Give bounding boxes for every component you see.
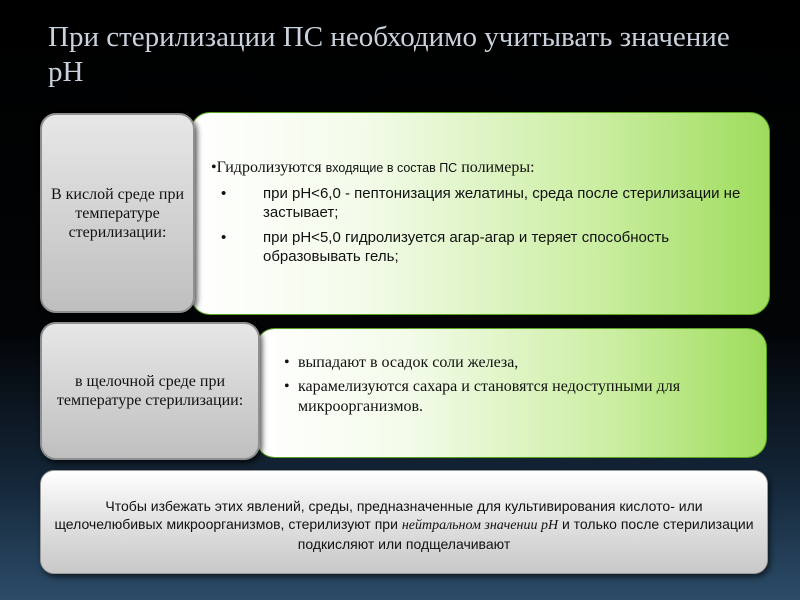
bullet-dot-icon: • [284, 378, 290, 395]
conclusion-note: Чтобы избежать этих явлений, среды, предназначенные для культивирования кислото- или щелочелюбивых микроорганизмов, стерилизуют при нейтральном значении рН и только после стерилизации подкисляют или подщелачивают [40, 470, 768, 574]
bullet-dot-icon: • [284, 354, 290, 371]
acid-bullet: • при рН<6,0 - пептонизация желатины, среда после стерилизации не застывает; [221, 185, 741, 221]
bullet-dot-icon: • [221, 229, 227, 246]
alkaline-bullet: • карамелизуются сахара и становятся недоступными для микроорганизмов. [284, 378, 681, 415]
alkaline-bullet-list [284, 353, 746, 417]
bullet-dot-icon: • [221, 185, 227, 202]
page-title: При стерилизации ПС необходимо учитывать значение рН [48, 21, 730, 88]
acid-bullet: • при рН<5,0 гидролизуется агар-агар и теряет способность образовывать гель; [221, 229, 670, 265]
alkaline-condition-label: в щелочной среде при температуре стерилизации: [40, 322, 260, 460]
acid-effects-panel [190, 112, 770, 315]
alkaline-bullet: • выпадают в осадок соли железа, [284, 354, 519, 371]
acid-main-point: •Гидролизуются входящие в состав ПС полимеры: [211, 159, 535, 176]
alkaline-effects-panel [255, 328, 767, 458]
acid-condition-label: В кислой среде при температуре стерилизации: [40, 113, 195, 313]
